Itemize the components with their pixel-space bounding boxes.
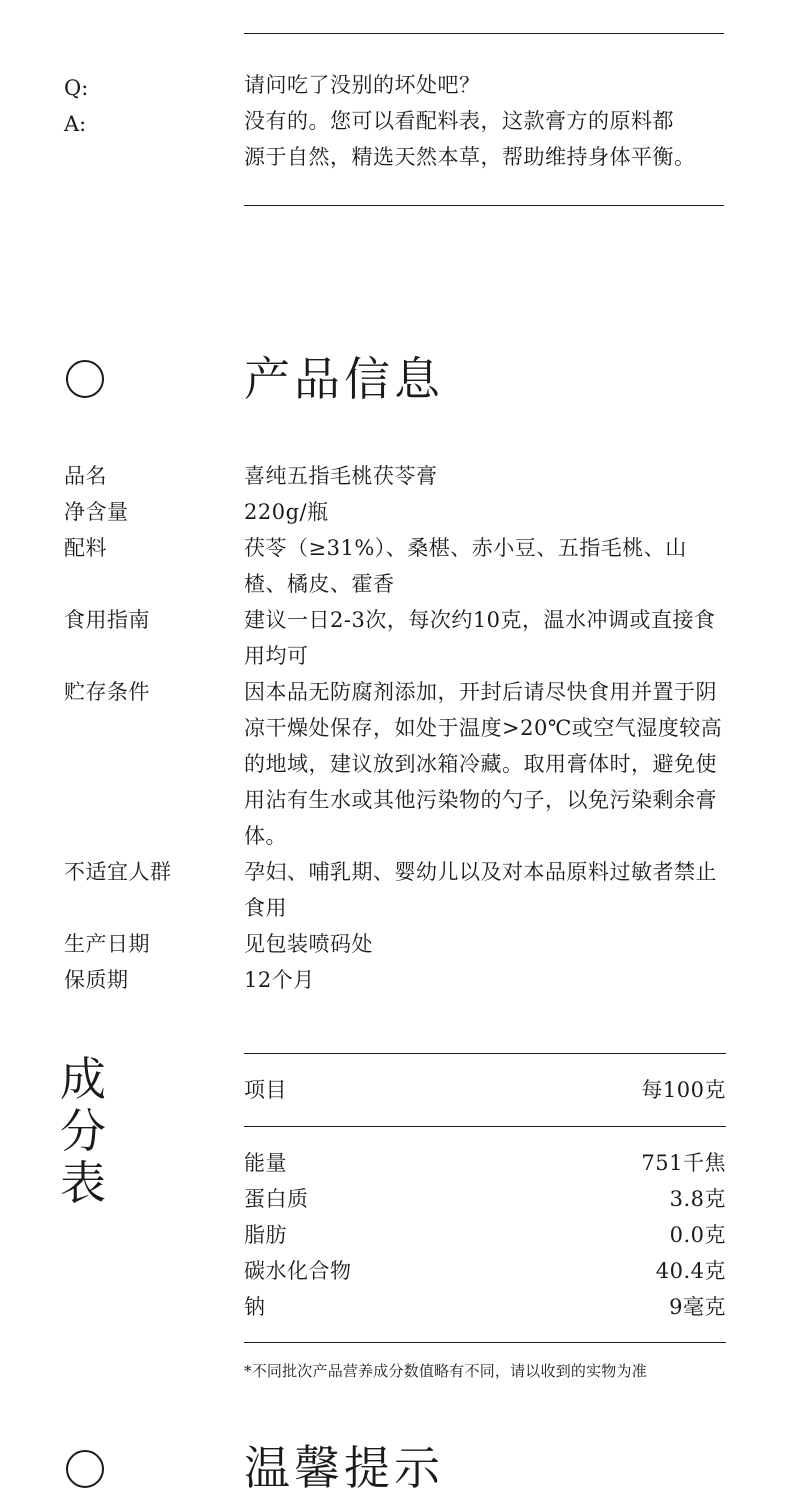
nutrition-header-rule (244, 1126, 726, 1127)
qa-bottom-divider (244, 205, 724, 206)
nutrient-value: 9毫克 (669, 1295, 726, 1319)
info-value: 220g/瓶 (244, 500, 329, 524)
nutrition-table (244, 1145, 726, 1325)
info-label: 不适宜人群 (64, 860, 172, 884)
info-label: 食用指南 (64, 608, 150, 632)
product-info-list (64, 458, 734, 998)
info-label: 配料 (64, 536, 107, 560)
answer-text-line-1: 没有的。您可以看配料表，这款膏方的原料都 (244, 109, 674, 133)
info-label: 净含量 (64, 500, 129, 524)
table-row (244, 1253, 726, 1289)
tips-title: 温馨提示 (244, 1441, 444, 1495)
circle-icon (66, 360, 104, 398)
info-value: 茯苓（≥31%）、桑椹、赤小豆、五指毛桃、山楂、橘皮、霍香 (244, 536, 687, 596)
info-row-production-date (64, 926, 734, 962)
table-row (244, 1145, 726, 1181)
table-row (244, 1217, 726, 1253)
info-label: 品名 (64, 464, 107, 488)
answer-text-line-2: 源于自然，精选天然本草，帮助维持身体平衡。 (244, 145, 696, 169)
nutrition-top-rule (244, 1053, 726, 1054)
nutrient-value: 3.8克 (669, 1187, 726, 1211)
nutrient-name: 钠 (244, 1295, 266, 1319)
nutrient-name: 碳水化合物 (244, 1259, 352, 1283)
nutrient-value: 40.4克 (655, 1259, 726, 1283)
nutrition-title-char: 表 (60, 1156, 106, 1210)
info-value: 因本品无防腐剂添加，开封后请尽快食用并置于阴凉干燥处保存，如处于温度>20℃或空气湿度较高的地域，建议放到冰箱冷藏。取用膏体时，避免使用沾有生水或其他污染物的勺子，以免污染剩余膏体。 (244, 680, 723, 848)
nutrition-title-char: 成 (60, 1052, 106, 1106)
info-row-shelf-life (64, 962, 734, 998)
nutrition-header-row (244, 1072, 726, 1108)
nutrient-name: 脂肪 (244, 1223, 287, 1247)
info-label: 贮存条件 (64, 680, 150, 704)
answer-label: A: (64, 112, 87, 136)
product-info-title: 产品信息 (244, 352, 444, 406)
qa-top-divider (244, 33, 724, 34)
info-row-usage (64, 602, 734, 674)
nutrient-name: 能量 (244, 1151, 287, 1175)
nutrition-footnote: *不同批次产品营养成分数值略有不同，请以收到的实物为准 (244, 1362, 647, 1380)
info-value: 喜纯五指毛桃茯苓膏 (244, 464, 438, 488)
nutrition-header (244, 1072, 726, 1108)
question-text: 请问吃了没别的坏处吧？ (244, 73, 481, 97)
info-row-storage (64, 674, 734, 854)
info-value: 孕妇、哺乳期、婴幼儿以及对本品原料过敏者禁止食用 (244, 860, 717, 920)
table-row (244, 1181, 726, 1217)
nutrition-title-char: 分 (60, 1104, 106, 1158)
info-value: 见包装喷码处 (244, 932, 373, 956)
nutrition-header-item: 项目 (244, 1078, 287, 1102)
nutrient-value: 0.0克 (669, 1223, 726, 1247)
nutrition-header-per: 每100克 (641, 1078, 726, 1102)
info-row-name (64, 458, 734, 494)
info-row-unsuitable (64, 854, 734, 926)
info-value: 建议一日2-3次，每次约10克，温水冲调或直接食用均可 (244, 608, 716, 668)
nutrition-bottom-rule (244, 1342, 726, 1343)
nutrient-value: 751千焦 (641, 1151, 726, 1175)
circle-icon (66, 1450, 104, 1488)
table-row (244, 1289, 726, 1325)
info-value: 12个月 (244, 968, 315, 992)
info-label: 生产日期 (64, 932, 150, 956)
info-label: 保质期 (64, 968, 129, 992)
question-label: Q: (64, 76, 89, 100)
info-row-net-content (64, 494, 734, 530)
info-row-ingredients (64, 530, 734, 602)
nutrition-title (60, 1053, 112, 1209)
nutrient-name: 蛋白质 (244, 1187, 309, 1211)
